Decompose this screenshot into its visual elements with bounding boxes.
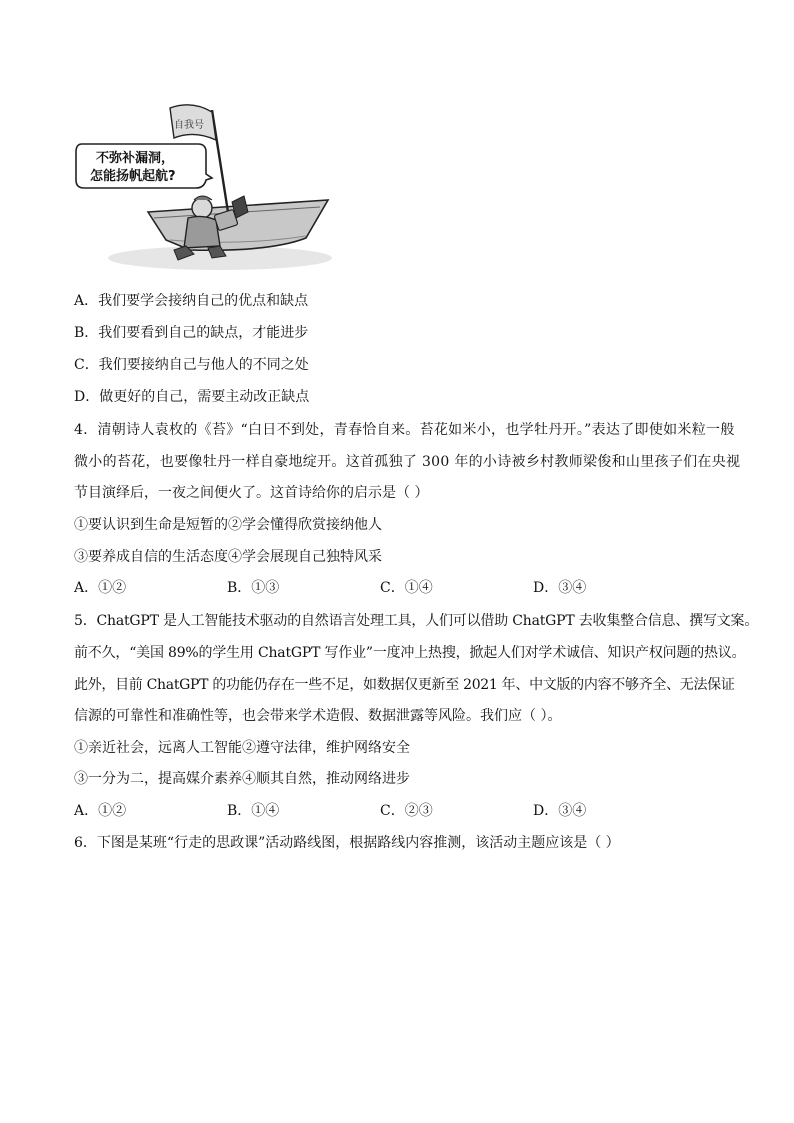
q4-choice-b: B．①③ (227, 580, 280, 596)
q6-stem: 6．下图是某班“行走的思政课”活动路线图，根据路线内容推测，该活动主题应该是（ ） (74, 835, 620, 851)
q3-option-a: A．我们要学会接纳自己的优点和缺点 (74, 293, 309, 309)
q5-choice-c: C．②③ (380, 803, 433, 819)
q5-choice-d: D．③④ (533, 803, 587, 819)
q4-choice-a: A．①② (74, 580, 127, 596)
q5-statement-1: ①亲近社会，远离人工智能②遵守法律，维护网络安全 (74, 740, 410, 756)
q5-stem-line-4: 信源的可靠性和准确性等，也会带来学术造假、数据泄露等风险。我们应（ ）。 (74, 708, 562, 724)
q5-choice-b: B．①④ (227, 803, 280, 819)
q4-stem-line-3: 节目演绎后，一夜之间便火了。这首诗给你的启示是（ ） (74, 485, 429, 501)
q5-choice-a: A．①② (74, 803, 127, 819)
q4-choice-d: D．③④ (533, 580, 587, 596)
q5-statement-2: ③一分为二，提高媒介素养④顺其自然，推动网络进步 (74, 771, 410, 787)
q5-stem-line-3: 此外，目前 ChatGPT 的功能仍存在一些不足，如数据仅更新至 2021 年、中文版的内容不够齐全、无法保证 (74, 677, 735, 693)
bubble-line-1: 不弥补漏洞， (96, 151, 175, 166)
q4-statement-2: ③要养成自信的生活态度④学会展现自己独特风采 (74, 549, 382, 565)
q4-choice-c: C．①④ (380, 580, 433, 596)
q5-stem-line-1: 5．ChatGPT 是人工智能技术驱动的自然语言处理工具，人们可以借助 ChatGPT 去收集整合信息、撰写文案。 (74, 613, 759, 629)
q3-option-c: C．我们要接纳自己与他人的不同之处 (74, 357, 309, 373)
q3-option-b: B．我们要看到自己的缺点，才能进步 (74, 325, 309, 341)
q4-statement-1: ①要认识到生命是短暂的②学会懂得欣赏接纳他人 (74, 517, 382, 533)
bubble-line-2: 怎能扬帆起航? (90, 169, 176, 184)
q3-option-d: D．做更好的自己，需要主动改正缺点 (74, 389, 310, 405)
q5-stem-line-2: 前不久，“美国 89%的学生用 ChatGPT 写作业”一度冲上热搜，掀起人们对学术诚信、知识产权问题的热议。 (74, 645, 746, 661)
flag-text: 自我号 (174, 120, 204, 131)
cartoon-illustration (70, 100, 332, 272)
q4-stem-line-2: 微小的苔花，也要像牡丹一样自豪地绽开。这首孤独了 300 年的小诗被乡村教师梁俊和山里孩子们在央视 (74, 454, 741, 470)
q4-stem-line-1: 4．清朝诗人袁枚的《苔》“白日不到处，青春恰自来。苔花如米小，也学牡丹开。”表达了即使如米粒一般 (74, 422, 735, 438)
